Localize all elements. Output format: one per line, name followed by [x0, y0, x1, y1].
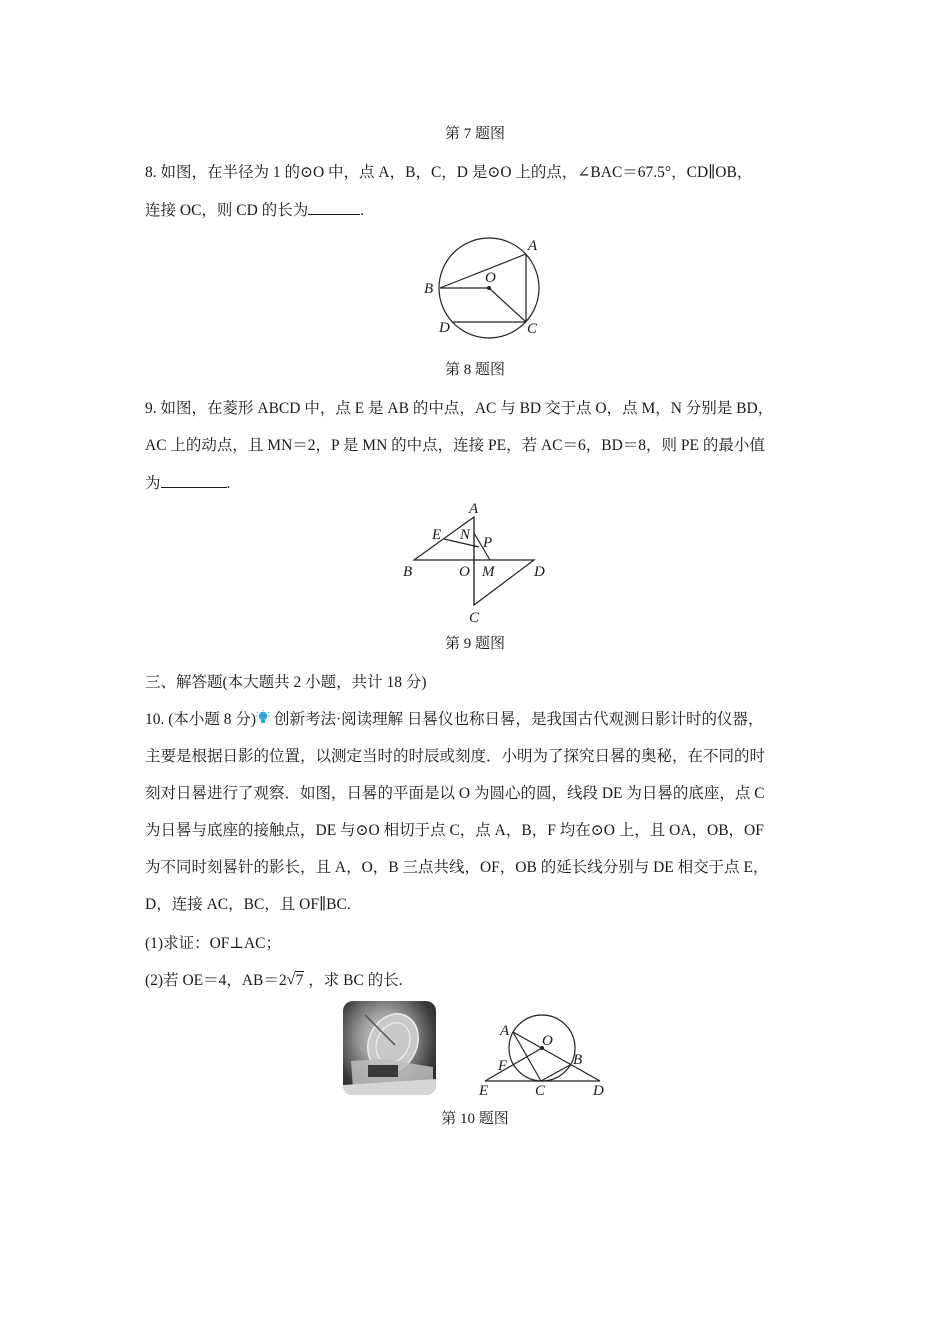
question-10-line-1 [145, 710, 764, 732]
lightbulb-icon [256, 710, 270, 732]
question-10-line-5: 为不同时刻晷针的影长，且 A，O，B 三点共线，OF，OB 的延长线分别与 DE 相交于点 E， [145, 859, 769, 876]
figure-8-circle-diagram [415, 230, 555, 345]
period: . [360, 202, 365, 219]
section-3-heading: 三、解答题(本大题共 2 小题，共计 18 分) [145, 674, 427, 691]
sqrt-symbol: √ 7 [286, 971, 304, 989]
figure-10-caption: 第 10 题图 [441, 1111, 509, 1127]
part-2-prefix: (2)若 OE＝4，AB＝2 [145, 972, 287, 989]
label-f: F [498, 1058, 508, 1074]
label-e: E [479, 1083, 489, 1099]
question-10-line-3: 刻对日晷进行了观察．如图，日晷的平面是以 O 为圆心的圆，线段 DE 为日晷的底座，点 C [145, 785, 765, 802]
label-d: D [439, 320, 450, 336]
figure-10-sundial-diagram [465, 1010, 615, 1100]
figure-9-caption: 第 9 题图 [444, 636, 505, 652]
figure-8-caption: 第 8 题图 [444, 362, 505, 378]
question-10-part-2 [145, 971, 403, 991]
label-a: A [528, 238, 538, 254]
question-8-prompt: 连接 OC，则 CD 的长为 [145, 202, 309, 219]
label-b: B [573, 1052, 583, 1068]
question-9-line-1: 9. 如图，在菱形 ABCD 中，点 E 是 AB 的中点，AC 与 BD 交于点 O，点 M，N 分别是 BD， [145, 400, 774, 417]
sundial-photo [343, 1001, 436, 1095]
label-p: P [483, 535, 493, 551]
part-2-suffix: ，求 BC 的长. [304, 972, 403, 989]
question-10-intro: 创新考法·阅读理解 日晷仪也称日晷，是我国古代观测日影计时的仪器， [270, 711, 764, 728]
label-b: B [403, 564, 413, 580]
label-a: A [500, 1023, 510, 1039]
label-a: A [469, 501, 479, 517]
answer-blank-q8 [308, 200, 360, 215]
label-c: C [469, 610, 480, 626]
question-10-points: 10. (本小题 8 分) [145, 711, 257, 728]
question-10-line-2: 主要是根据日影的位置，以测定当时的时辰或刻度．小明为了探究日晷的奥秘，在不同的时 [145, 748, 766, 765]
label-d: D [593, 1083, 604, 1099]
label-o: O [542, 1033, 553, 1049]
label-b: B [424, 281, 434, 297]
label-e: E [432, 527, 442, 543]
question-9-line-2: AC 上的动点，且 MN＝2，P 是 MN 的中点，连接 PE，若 AC＝6，BD＝8，则 PE 的最小值 [145, 437, 765, 454]
label-o: O [459, 564, 470, 580]
label-c: C [527, 321, 538, 337]
question-8-line-1: 8. 如图，在半径为 1 的⊙O 中，点 A，B，C，D 是⊙O 上的点，∠BAC＝67.5°，CD∥OB， [145, 164, 753, 181]
label-c: C [535, 1083, 546, 1099]
figure-9-rhombus-diagram [395, 495, 555, 630]
period: . [226, 475, 231, 492]
question-8-line-2 [145, 200, 364, 221]
label-d: D [534, 564, 545, 580]
question-10-part-1: (1)求证：OF⊥AC； [145, 935, 281, 952]
radicand: 7 [295, 972, 304, 989]
label-n: N [460, 527, 471, 543]
question-9-line-3 [145, 473, 230, 494]
answer-blank-q9 [161, 473, 227, 488]
figure-7-caption: 第 7 题图 [444, 126, 505, 142]
question-9-prompt: 为 [145, 475, 161, 492]
question-10-line-6: D，连接 AC，BC，且 OF∥BC. [145, 896, 351, 913]
label-m: M [482, 564, 495, 580]
label-o: O [485, 270, 496, 286]
question-10-line-4: 为日晷与底座的接触点，DE 与⊙O 相切于点 C，点 A，B，F 均在⊙O 上，且 OA，OB，OF [145, 822, 764, 839]
